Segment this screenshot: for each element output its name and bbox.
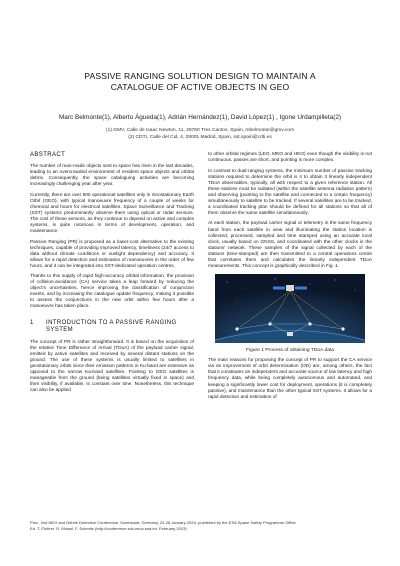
- tdoa-illustration: [215, 274, 365, 343]
- affiliation-cdti: (2) CDTI, Calle del Cid, 4, 28001 Madrid, Spain, sst.spain@cdti.es: [128, 135, 272, 140]
- left-column: [30, 152, 194, 398]
- abstract-heading: ABSTRACT: [30, 152, 66, 158]
- affiliations: [10, 127, 390, 141]
- page-footer: [30, 520, 370, 533]
- body-paragraph: At each station, the payload carrier signal or telemetry in the same frequency band from each satellite in view and illuminating the station location is collected, processed, sampled and time stamped using an accurate local clock, usually based on GNSS, and coordinated with the other clocks in the stations' network. These samples of the signal collected by each of the stations (time-stamped) are then transmitted to a central operations centre that correlates them and calculates the linearly independent TDoA measurements. This concept is graphically described in Fig. 1.: [208, 221, 372, 269]
- figure-caption: Figure 1 Process of obtaining TDoA data: [246, 348, 334, 354]
- affiliation-gmv: (1) GMV, Calle de Isaac Newton, 11, 28760 Tres Cantos, Spain, mbelmonte@gmv.com: [105, 128, 295, 133]
- tdoa-process-figure: [215, 274, 365, 343]
- title-line-2: CATALOGUE OF ACTIVE OBJECTS IN GEO: [110, 82, 290, 92]
- section-number: 1: [30, 319, 34, 326]
- body-paragraph: The main reasons for proposing the concept of PR to support the CA service via an improvement of orbit determination (OD) are, among others, the fact that it constitutes an independent and accurate source of low latency and high frequency data, while being completely autonomous and automated, and keeping a significantly lower cost for deployment, operations (it is completely passive), and maintenance than the other typical SST systems. It allows for a rapid detection and estimation of: [208, 358, 372, 400]
- abstract-paragraph: Passive Ranging (PR) is proposed as a lower-cost alternative to the existing techniques, capable of providing improved latency, timeliness (24/7 access to data without climate conditions or sunlight dependency) and accuracy. It allows for a rapid detection and estimation of manoeuvres in the order of few hours, and it can be integrated into SST-dedicated operation centres.: [30, 239, 194, 269]
- section-title: INTRODUCTION TO A PASSIVE RANGING SYSTEM: [46, 319, 177, 334]
- right-column: [208, 152, 372, 405]
- operations-centre-icon: [287, 332, 293, 336]
- section-1-paragraph: The concept of PR is rather straightforward. It is based on the acquisition of the relative Time Difference of Arrival (TDoA) of the payload carrier signal, emitted by active satellites and received by several distant stations on the ground. The use of these systems is usually limited to satellites in geostationary orbits since their emission patterns in Ku-band are extensive as opposed to the narrow Ka-band satellites. Pointing to GEO satellites is manageable from the ground (being satellites virtually fixed in space) and their visibility, if available, is constant over time. Nonetheless, this technique can also be applied: [30, 339, 194, 393]
- section-1-heading: [30, 320, 194, 335]
- body-paragraph: to other orbital regimes (LEO, MEO and HEO) even though the visibility is not continuous, passes are short, and pointing is more complex.: [208, 152, 372, 164]
- abstract-paragraph: Thanks to this supply of rapid high-accuracy orbital information, the provision of collision-avoidance (CA) service takes a leap forward by reducing the object's uncertainties, hence improving the classification of conjunction events, and by increasing the catalogue update frequency, making it possible to assess the conjunctions in the new orbit within few hours after a manoeuvre has taken place.: [30, 274, 194, 310]
- author-list: Marc Belmonte(1), Alberto Águeda(1), Adrián Hernández(1), David López(1) , Igone Urdampilleta(2): [58, 114, 342, 121]
- body-paragraph: In contrast to dual-ranging systems, the minimum number of passive tracking stations required to determine the orbit is 4 to obtain 3 linearly independent TDoA observables, typically, all with respect to a given reference station. All these stations must be radiated (within the satellite antenna radiation pattern) and observing (pointing to the satellite and connected to a certain frequency) simultaneously to satellite to be tracked. If several satellites are to be tracked, a coordinated tracking plan should be defined for all stations so that all of them observe the same satellite simultaneously.: [208, 168, 372, 216]
- footer-proceedings: Proc. 2nd NEO and Debris Detection Conference, Darmstadt, Germany, 24-26 January 2023, published by the ESA Space Safety Programme Office: [30, 520, 296, 525]
- abstract-paragraph: The number of man-made objects sent to space has risen in the last decades, leading to an overcrowded environment of resident space objects and orbital debris. Consequently, the space cataloguing activities are becoming increasingly challenging year after year.: [30, 164, 194, 188]
- paper-title: [30, 71, 370, 93]
- title-line-1: PASSIVE RANGING SOLUTION DESIGN TO MAINTAIN A: [84, 71, 316, 81]
- abstract-paragraph: Currently, there are over 500 operational satellites only in Geostationary Earth Orbit (GEO), with typical manoeuvre frequency of a couple of weeks for chemical and hours for electrical satellites. Space Surveillance and Tracking (SST) systems predominantly observe them using optical or radar sensors. The cost of these sensors, as they continue to depend on active and complex systems, is quite notorious in terms of development, operation, and maintenance.: [30, 192, 194, 234]
- footer-editors: Ed. T. Flohrer, R. Moissl, F. Schmitz (http://conference.sdo.esoc.esa.int, February 2023): [30, 526, 187, 532]
